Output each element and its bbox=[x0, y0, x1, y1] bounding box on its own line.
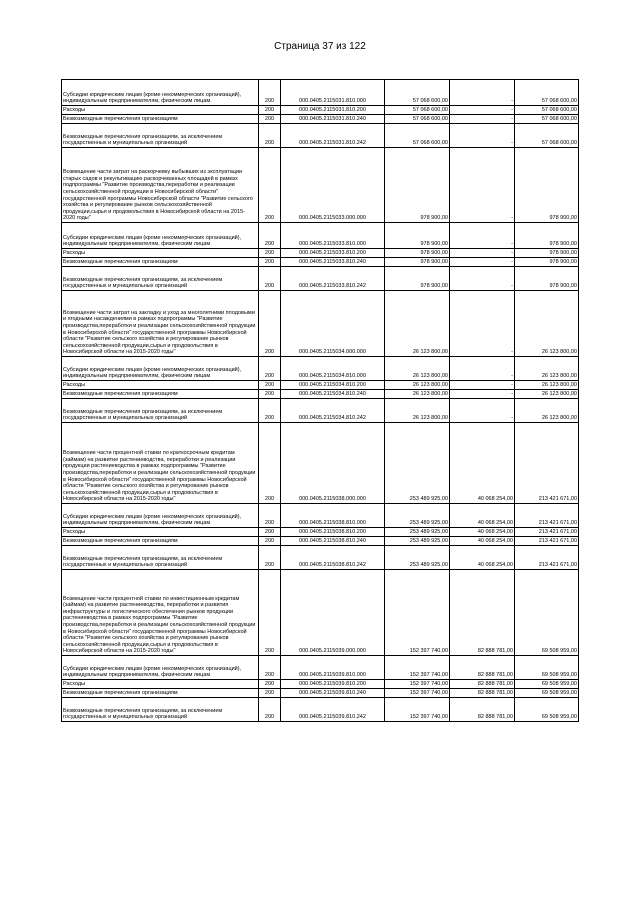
row-name-cell: Расходы bbox=[62, 249, 259, 258]
row-name-cell: Расходы bbox=[62, 680, 259, 689]
row-assigned-amount-cell: 978 900,00 bbox=[385, 267, 450, 291]
row-code-cell: 200 bbox=[259, 546, 281, 570]
row-name-cell: Безвозмездные перечисления организациям bbox=[62, 115, 259, 124]
row-code-cell: 200 bbox=[259, 223, 281, 249]
row-classification-code-cell: 000.0405.2115034.810.000 bbox=[281, 357, 385, 381]
row-remaining-amount-cell: 26 123 800,00 bbox=[515, 357, 579, 381]
row-name-cell: Расходы bbox=[62, 381, 259, 390]
row-assigned-amount-cell: 26 123 800,00 bbox=[385, 381, 450, 390]
table-row bbox=[62, 528, 579, 537]
row-assigned-amount-cell: 253 489 925,00 bbox=[385, 546, 450, 570]
table-row bbox=[62, 291, 579, 357]
row-code-cell: 200 bbox=[259, 291, 281, 357]
row-remaining-amount-cell: 213 421 671,00 bbox=[515, 423, 579, 504]
budget-table bbox=[61, 79, 579, 722]
row-assigned-amount-cell: 253 489 925,00 bbox=[385, 504, 450, 528]
row-classification-code-cell: 000.0405.2115033.810.000 bbox=[281, 223, 385, 249]
row-remaining-amount-cell: 69 508 959,00 bbox=[515, 570, 579, 656]
page-number-header: Страница 37 из 122 bbox=[274, 41, 366, 52]
row-executed-amount-cell: - bbox=[450, 357, 515, 381]
row-classification-code-cell: 000.0405.2115033.810.200 bbox=[281, 249, 385, 258]
row-classification-code-cell: 000.0405.2115038.810.000 bbox=[281, 504, 385, 528]
row-classification-code-cell: 000.0405.2115039.810.242 bbox=[281, 698, 385, 722]
row-code-cell: 200 bbox=[259, 357, 281, 381]
row-remaining-amount-cell: 26 123 800,00 bbox=[515, 399, 579, 423]
row-code-cell: 200 bbox=[259, 258, 281, 267]
row-remaining-amount-cell: 213 421 671,00 bbox=[515, 537, 579, 546]
table-row bbox=[62, 148, 579, 223]
row-executed-amount-cell: - bbox=[450, 148, 515, 223]
row-remaining-amount-cell: 213 421 671,00 bbox=[515, 504, 579, 528]
row-name-cell: Возмещение части процентной ставки по инвестиционным кредитам (займам) на развитие растениеводства, переработки и развития инфраструктуры и логистического обеспечения рынков продукции растениеводства в рамках подпрограммы "Развитие производства,переработки и реализации сельскохозяйственной продукции в Новосибирской области" государственной программы Новосибирской области "Развитие сельского хозяйства и регулирование рынков сельскохозяйственной продукции,сырья и продовольствия в Новосибирской области на 2015-2020 годы" bbox=[62, 570, 259, 656]
row-assigned-amount-cell: 152 397 740,00 bbox=[385, 656, 450, 680]
row-executed-amount-cell: 40 068 254,00 bbox=[450, 504, 515, 528]
row-remaining-amount-cell: 213 421 671,00 bbox=[515, 528, 579, 537]
row-assigned-amount-cell: 253 489 925,00 bbox=[385, 537, 450, 546]
row-name-cell: Субсидии юридическим лицам (кроме некоммерческих организаций), индивидуальным предпринимателям, физическим лицам bbox=[62, 656, 259, 680]
row-code-cell: 200 bbox=[259, 115, 281, 124]
row-assigned-amount-cell: 152 397 740,00 bbox=[385, 680, 450, 689]
row-remaining-amount-cell: 57 068 600,00 bbox=[515, 106, 579, 115]
row-assigned-amount-cell: 57 068 600,00 bbox=[385, 115, 450, 124]
row-code-cell: 200 bbox=[259, 423, 281, 504]
table-row bbox=[62, 546, 579, 570]
table-row bbox=[62, 115, 579, 124]
row-name-cell: Возмещение части затрат на закладку и уход за многолетними плодовыми и ягодными насаждениями в рамках подпрограммы "Развитие производства,переработки и реализации сельскохозяйственной продукции в Новосибирской области" государственной программы Новосибирской области "Развитие сельского хозяйства и регулирование рынков сельскохозяйственной продукции,сырья и продовольствия в Новосибирской области на 2015-2020 годы" bbox=[62, 291, 259, 357]
row-executed-amount-cell: - bbox=[450, 399, 515, 423]
row-executed-amount-cell: 40 068 254,00 bbox=[450, 423, 515, 504]
row-classification-code-cell: 000.0405.2115031.810.000 bbox=[281, 80, 385, 106]
table-row bbox=[62, 124, 579, 148]
row-assigned-amount-cell: 253 489 925,00 bbox=[385, 528, 450, 537]
table-row bbox=[62, 381, 579, 390]
row-name-cell: Безвозмездные перечисления организациям bbox=[62, 258, 259, 267]
row-executed-amount-cell: 40 068 254,00 bbox=[450, 528, 515, 537]
row-executed-amount-cell: - bbox=[450, 223, 515, 249]
row-assigned-amount-cell: 152 397 740,00 bbox=[385, 698, 450, 722]
row-remaining-amount-cell: 26 123 800,00 bbox=[515, 291, 579, 357]
row-classification-code-cell: 000.0405.2115033.810.242 bbox=[281, 267, 385, 291]
row-executed-amount-cell: - bbox=[450, 258, 515, 267]
row-executed-amount-cell: - bbox=[450, 124, 515, 148]
table-row bbox=[62, 390, 579, 399]
table-row bbox=[62, 656, 579, 680]
row-code-cell: 200 bbox=[259, 537, 281, 546]
row-executed-amount-cell: 82 888 781,00 bbox=[450, 689, 515, 698]
row-assigned-amount-cell: 57 068 600,00 bbox=[385, 124, 450, 148]
row-classification-code-cell: 000.0405.2115038.000.000 bbox=[281, 423, 385, 504]
row-assigned-amount-cell: 26 123 800,00 bbox=[385, 291, 450, 357]
row-executed-amount-cell: - bbox=[450, 267, 515, 291]
row-classification-code-cell: 000.0405.2115031.810.242 bbox=[281, 124, 385, 148]
row-name-cell: Безвозмездные перечисления организациям bbox=[62, 537, 259, 546]
row-assigned-amount-cell: 978 900,00 bbox=[385, 223, 450, 249]
row-remaining-amount-cell: 26 123 800,00 bbox=[515, 381, 579, 390]
row-code-cell: 200 bbox=[259, 399, 281, 423]
table-row bbox=[62, 504, 579, 528]
table-row bbox=[62, 537, 579, 546]
row-executed-amount-cell: 40 068 254,00 bbox=[450, 546, 515, 570]
row-name-cell: Безвозмездные перечисления организациям bbox=[62, 390, 259, 399]
row-classification-code-cell: 000.0405.2115034.810.240 bbox=[281, 390, 385, 399]
row-classification-code-cell: 000.0405.2115039.810.000 bbox=[281, 656, 385, 680]
row-executed-amount-cell: - bbox=[450, 80, 515, 106]
row-assigned-amount-cell: 26 123 800,00 bbox=[385, 390, 450, 399]
table-row bbox=[62, 80, 579, 106]
row-remaining-amount-cell: 978 900,00 bbox=[515, 267, 579, 291]
row-classification-code-cell: 000.0405.2115039.000.000 bbox=[281, 570, 385, 656]
row-name-cell: Безвозмездные перечисления организациям, за исключением государственных и муниципальных организаций bbox=[62, 698, 259, 722]
row-code-cell: 200 bbox=[259, 249, 281, 258]
row-classification-code-cell: 000.0405.2115039.810.200 bbox=[281, 680, 385, 689]
row-executed-amount-cell: - bbox=[450, 291, 515, 357]
row-executed-amount-cell: 82 888 781,00 bbox=[450, 680, 515, 689]
row-code-cell: 200 bbox=[259, 80, 281, 106]
row-executed-amount-cell: - bbox=[450, 106, 515, 115]
row-executed-amount-cell: - bbox=[450, 381, 515, 390]
row-assigned-amount-cell: 978 900,00 bbox=[385, 249, 450, 258]
row-remaining-amount-cell: 69 508 959,00 bbox=[515, 656, 579, 680]
table-row bbox=[62, 689, 579, 698]
row-code-cell: 200 bbox=[259, 570, 281, 656]
row-executed-amount-cell: 82 888 781,00 bbox=[450, 698, 515, 722]
row-code-cell: 200 bbox=[259, 124, 281, 148]
row-classification-code-cell: 000.0405.2115038.810.200 bbox=[281, 528, 385, 537]
row-name-cell: Расходы bbox=[62, 528, 259, 537]
row-name-cell: Субсидии юридическим лицам (кроме некоммерческих организаций), индивидуальным предпринимателям, физическим лицам bbox=[62, 80, 259, 106]
row-classification-code-cell: 000.0405.2115038.810.242 bbox=[281, 546, 385, 570]
row-remaining-amount-cell: 69 508 959,00 bbox=[515, 680, 579, 689]
row-assigned-amount-cell: 152 397 740,00 bbox=[385, 689, 450, 698]
row-code-cell: 200 bbox=[259, 148, 281, 223]
row-classification-code-cell: 000.0405.2115033.810.240 bbox=[281, 258, 385, 267]
row-code-cell: 200 bbox=[259, 689, 281, 698]
table-row bbox=[62, 698, 579, 722]
row-assigned-amount-cell: 57 068 600,00 bbox=[385, 106, 450, 115]
row-code-cell: 200 bbox=[259, 106, 281, 115]
table-row bbox=[62, 399, 579, 423]
row-classification-code-cell: 000.0405.2115034.000.000 bbox=[281, 291, 385, 357]
table-row bbox=[62, 423, 579, 504]
row-remaining-amount-cell: 57 068 600,00 bbox=[515, 124, 579, 148]
row-assigned-amount-cell: 26 123 800,00 bbox=[385, 399, 450, 423]
row-classification-code-cell: 000.0405.2115038.810.240 bbox=[281, 537, 385, 546]
table-row bbox=[62, 249, 579, 258]
row-code-cell: 200 bbox=[259, 381, 281, 390]
row-classification-code-cell: 000.0405.2115034.810.242 bbox=[281, 399, 385, 423]
row-remaining-amount-cell: 213 421 671,00 bbox=[515, 546, 579, 570]
row-remaining-amount-cell: 978 900,00 bbox=[515, 258, 579, 267]
row-remaining-amount-cell: 978 900,00 bbox=[515, 223, 579, 249]
row-name-cell: Возмещение части процентной ставки по краткосрочным кредитам (займам) на развитие растениеводства, переработки и реализации продукции растениеводства в рамках подпрограммы "Развитие производства,переработки и реализации сельскохозяйственной продукции в Новосибирской области" государственной программы Новосибирской области "Развитие сельского хозяйства и регулирование рынков сельскохозяйственной продукции,сырья и продовольствия в Новосибирской области на 2015-2020 годы" bbox=[62, 423, 259, 504]
table-row bbox=[62, 680, 579, 689]
row-code-cell: 200 bbox=[259, 390, 281, 399]
row-name-cell: Безвозмездные перечисления организациям, за исключением государственных и муниципальных организаций bbox=[62, 399, 259, 423]
row-classification-code-cell: 000.0405.2115034.810.200 bbox=[281, 381, 385, 390]
row-executed-amount-cell: 82 888 781,00 bbox=[450, 570, 515, 656]
row-executed-amount-cell: - bbox=[450, 390, 515, 399]
row-remaining-amount-cell: 69 508 959,00 bbox=[515, 689, 579, 698]
row-remaining-amount-cell: 978 900,00 bbox=[515, 249, 579, 258]
row-assigned-amount-cell: 978 900,00 bbox=[385, 258, 450, 267]
row-assigned-amount-cell: 978 900,00 bbox=[385, 148, 450, 223]
row-remaining-amount-cell: 57 068 600,00 bbox=[515, 80, 579, 106]
row-name-cell: Расходы bbox=[62, 106, 259, 115]
row-classification-code-cell: 000.0405.2115031.810.240 bbox=[281, 115, 385, 124]
table-row bbox=[62, 570, 579, 656]
row-code-cell: 200 bbox=[259, 267, 281, 291]
row-remaining-amount-cell: 26 123 800,00 bbox=[515, 390, 579, 399]
row-assigned-amount-cell: 253 489 925,00 bbox=[385, 423, 450, 504]
table-row bbox=[62, 106, 579, 115]
row-name-cell: Безвозмездные перечисления организациям bbox=[62, 689, 259, 698]
row-assigned-amount-cell: 152 397 740,00 bbox=[385, 570, 450, 656]
row-executed-amount-cell: 82 888 781,00 bbox=[450, 656, 515, 680]
row-name-cell: Субсидии юридическим лицам (кроме некоммерческих организаций), индивидуальным предпринимателям, физическим лицам bbox=[62, 357, 259, 381]
row-code-cell: 200 bbox=[259, 698, 281, 722]
row-name-cell: Безвозмездные перечисления организациям, за исключением государственных и муниципальных организаций bbox=[62, 267, 259, 291]
row-name-cell: Субсидии юридическим лицам (кроме некоммерческих организаций), индивидуальным предпринимателям, физическим лицам bbox=[62, 223, 259, 249]
row-code-cell: 200 bbox=[259, 528, 281, 537]
row-name-cell: Субсидии юридическим лицам (кроме некоммерческих организаций), индивидуальным предпринимателям, физическим лицам bbox=[62, 504, 259, 528]
row-code-cell: 200 bbox=[259, 656, 281, 680]
row-remaining-amount-cell: 978 900,00 bbox=[515, 148, 579, 223]
row-executed-amount-cell: 40 068 254,00 bbox=[450, 537, 515, 546]
row-name-cell: Возмещение части затрат на раскорчевку выбывших из эксплуатации старых садов и рекультивацию раскорчеванных площадей в рамках подпрограммы "Развитие производства,переработки и реализации сельскохозяйственной продукции в Новосибирской области" государственной программы Новосибирской области "Развитие сельского хозяйства и регулирование рынков сельскохозяйственной продукции,сырья и продовольствия в Новосибирской области на 2015-2020 годы" bbox=[62, 148, 259, 223]
row-executed-amount-cell: - bbox=[450, 249, 515, 258]
row-classification-code-cell: 000.0405.2115031.810.200 bbox=[281, 106, 385, 115]
row-assigned-amount-cell: 26 123 800,00 bbox=[385, 357, 450, 381]
row-classification-code-cell: 000.0405.2115033.000.000 bbox=[281, 148, 385, 223]
row-name-cell: Безвозмездные перечисления организациям, за исключением государственных и муниципальных организаций bbox=[62, 124, 259, 148]
row-remaining-amount-cell: 57 068 600,00 bbox=[515, 115, 579, 124]
table-row bbox=[62, 357, 579, 381]
row-remaining-amount-cell: 69 508 959,00 bbox=[515, 698, 579, 722]
budget-table-body bbox=[62, 80, 579, 722]
row-assigned-amount-cell: 57 068 600,00 bbox=[385, 80, 450, 106]
row-code-cell: 200 bbox=[259, 504, 281, 528]
row-executed-amount-cell: - bbox=[450, 115, 515, 124]
row-name-cell: Безвозмездные перечисления организациям, за исключением государственных и муниципальных организаций bbox=[62, 546, 259, 570]
row-classification-code-cell: 000.0405.2115039.810.240 bbox=[281, 689, 385, 698]
row-code-cell: 200 bbox=[259, 680, 281, 689]
table-row bbox=[62, 258, 579, 267]
table-row bbox=[62, 267, 579, 291]
table-row bbox=[62, 223, 579, 249]
